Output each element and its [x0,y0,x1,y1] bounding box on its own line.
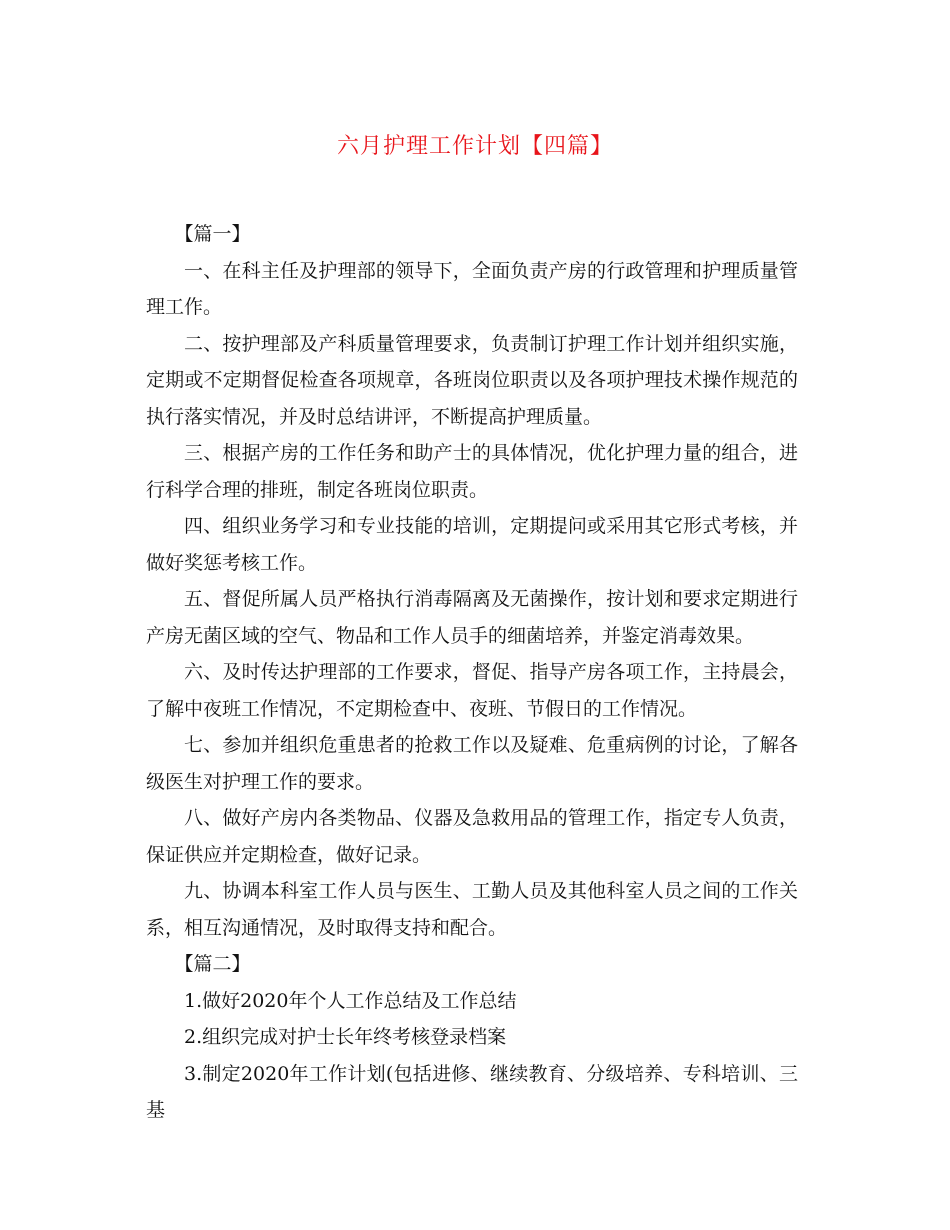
list-item: 3.制定2020年工作计划(包括进修、继续教育、分级培养、专科培训、三基 [146,1062,798,1121]
paragraph: 一、在科主任及护理部的领导下，全面负责产房的行政管理和护理质量管理工作。 [146,259,798,318]
paragraph: 九、协调本科室工作人员与医生、工勤人员及其他科室人员之间的工作关系，相互沟通情况，及时取得支持和配合。 [146,880,798,939]
list-item: 2.组织完成对护士长年终考核登录档案 [184,1026,507,1048]
paragraph: 二、按护理部及产科质量管理要求，负责制订护理工作计划并组织实施，定期或不定期督促检查各项规章，各班岗位职责以及各项护理技术操作规范的执行落实情况，并及时总结讲评，不断提高护理质量。 [146,332,798,428]
list-item: 1.做好2020年个人工作总结及工作总结 [184,989,517,1012]
section-heading-1: 【篇一】 [174,223,251,245]
paragraph: 六、及时传达护理部的工作要求，督促、指导产房各项工作，主持晨会，了解中夜班工作情况，不定期检查中、夜班、节假日的工作情况。 [146,661,798,720]
section-heading-2: 【篇二】 [174,953,251,975]
paragraph: 七、参加并组织危重患者的抢救工作以及疑难、危重病例的讨论，了解各级医生对护理工作的要求。 [146,734,798,793]
paragraph: 八、做好产房内各类物品、仪器及急救用品的管理工作，指定专人负责，保证供应并定期检查，做好记录。 [146,807,798,866]
document-title: 六月护理工作计划【四篇】 [336,134,613,159]
paragraph: 三、根据产房的工作任务和助产士的具体情况，优化护理力量的组合，进行科学合理的排班，制定各班岗位职责。 [146,442,798,501]
paragraph: 四、组织业务学习和专业技能的培训，定期提问或采用其它形式考核，并做好奖惩考核工作。 [146,515,798,574]
document-body [146,216,798,1129]
paragraph: 五、督促所属人员严格执行消毒隔离及无菌操作，按计划和要求定期进行产房无菌区域的空气、物品和工作人员手的细菌培养，并鉴定消毒效果。 [146,588,798,647]
